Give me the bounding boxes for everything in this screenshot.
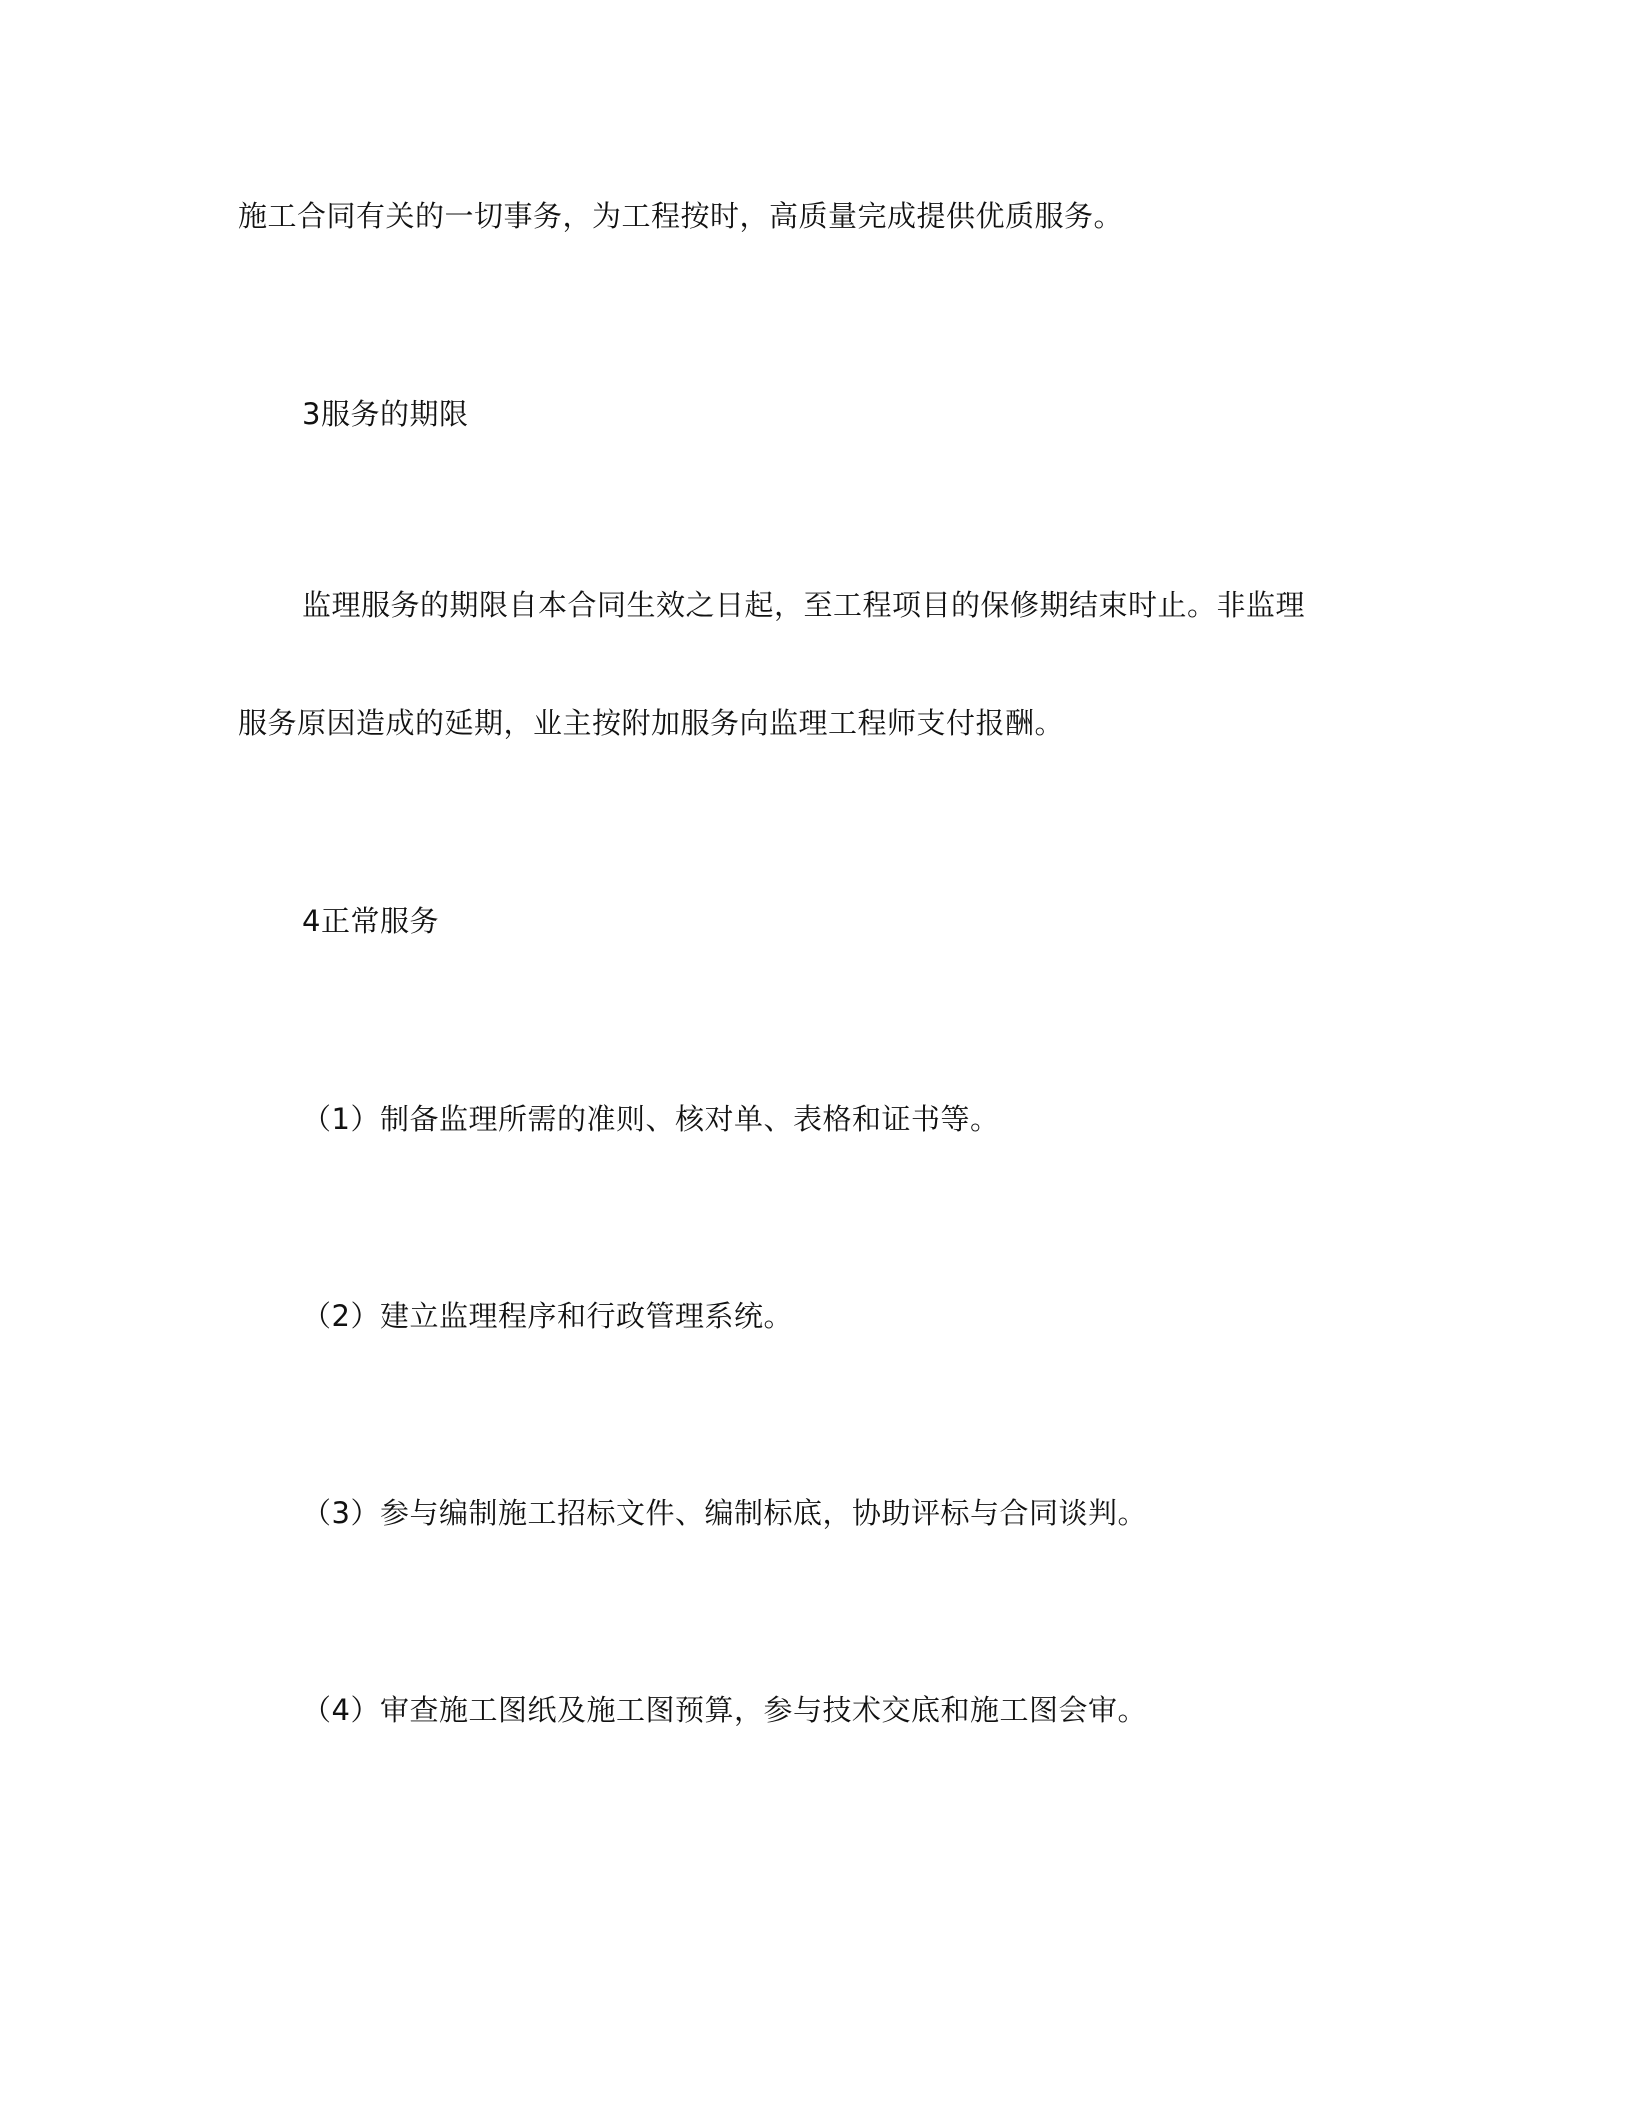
paragraph-contract-affairs: 施工合同有关的一切事务，为工程按时，高质量完成提供优质服务。 (238, 199, 1124, 233)
paragraph-service-period-line1: 监理服务的期限自本合同生效之日起，至工程项目的保修期结束时止。非监理 (302, 588, 1306, 622)
section-heading-service-period: 3服务的期限 (302, 397, 469, 431)
paragraph-service-period-line2: 服务原因造成的延期，业主按附加服务向监理工程师支付报酬。 (238, 706, 1065, 740)
list-item-2: （2）建立监理程序和行政管理系统。 (302, 1299, 793, 1333)
list-item-3: （3）参与编制施工招标文件、编制标底，协助评标与合同谈判。 (302, 1496, 1147, 1530)
list-item-4: （4）审查施工图纸及施工图预算，参与技术交底和施工图会审。 (302, 1693, 1147, 1727)
list-item-1: （1）制备监理所需的准则、核对单、表格和证书等。 (302, 1102, 1000, 1136)
section-heading-normal-service: 4正常服务 (302, 904, 439, 938)
